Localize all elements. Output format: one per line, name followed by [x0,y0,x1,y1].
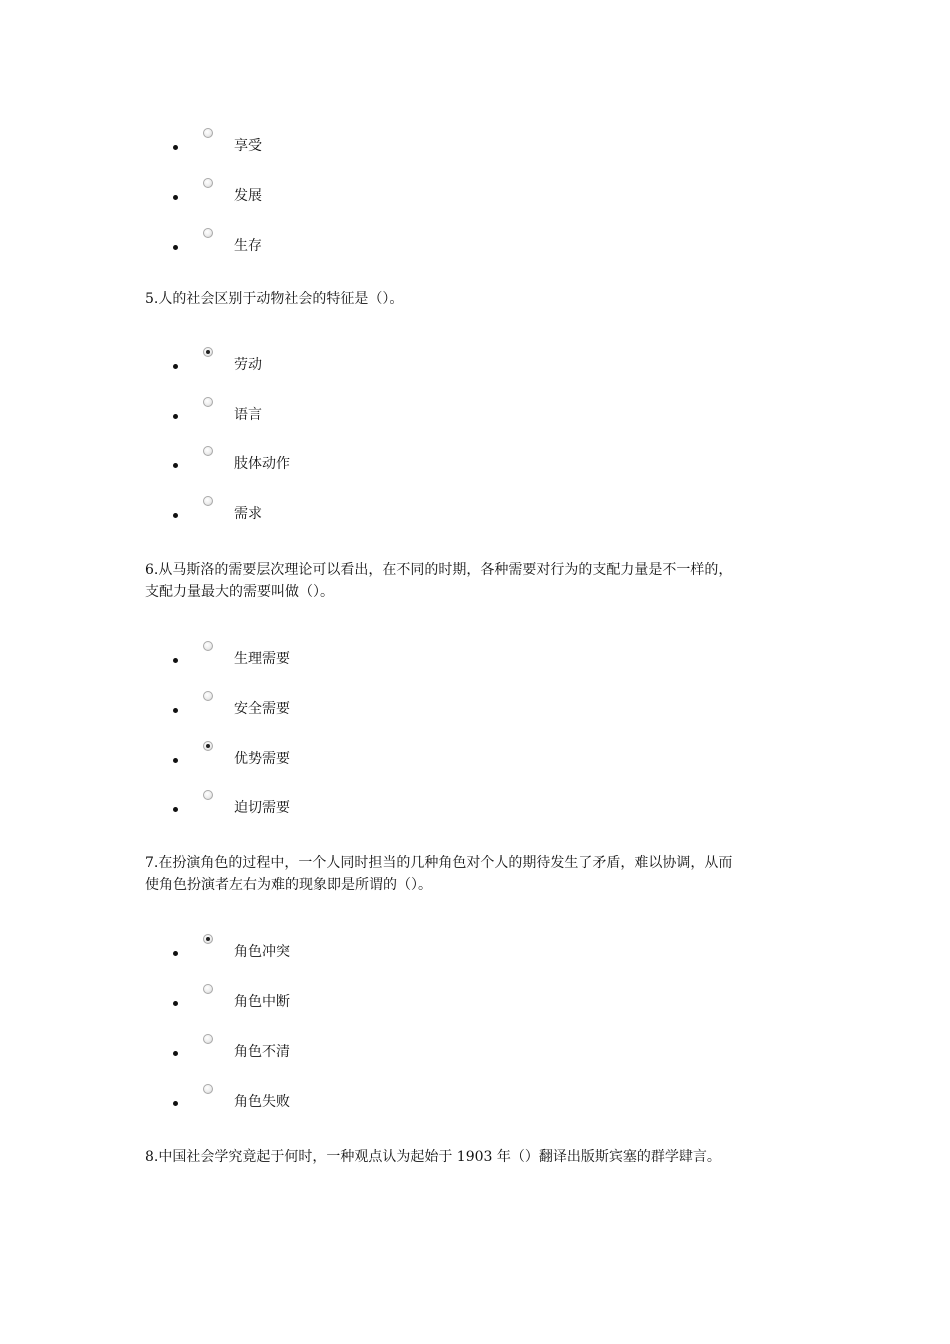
option-label: 生存 [234,238,262,254]
radio-button[interactable] [203,446,213,456]
bullet [173,708,178,713]
q7-option-1[interactable] [0,934,500,964]
question-6-text [145,559,815,603]
q7-option-2[interactable] [0,984,500,1014]
question-5-text: 5.人的社会区别于动物社会的特征是（）。 [145,291,404,307]
bullet [173,513,178,518]
q5-option-4[interactable] [0,496,500,526]
bullet [173,195,178,200]
radio-button-selected[interactable] [203,741,213,751]
radio-button[interactable] [203,790,213,800]
option-label: 角色失败 [234,1094,290,1110]
option-label: 角色冲突 [234,944,290,960]
bullet [173,145,178,150]
radio-button[interactable] [203,397,213,407]
question-7-line-2: 使角色扮演者左右为难的现象即是所谓的（）。 [145,877,432,893]
option-label: 优势需要 [234,751,290,767]
question-7-line-1: 7.在扮演角色的过程中，一个人同时担当的几种角色对个人的期待发生了矛盾，难以协调，从而 [145,855,733,871]
q5-option-1[interactable] [0,347,500,377]
bullet [173,1101,178,1106]
q6-option-4[interactable] [0,790,500,820]
option-label: 角色中断 [234,994,290,1010]
radio-button[interactable] [203,984,213,994]
radio-button[interactable] [203,641,213,651]
option-label: 享受 [234,138,262,154]
radio-button-selected[interactable] [203,347,213,357]
option-label: 劳动 [234,357,262,373]
option-label: 角色不清 [234,1044,290,1060]
question-6-line-2: 支配力量最大的需要叫做（）。 [145,584,334,600]
q5-option-3[interactable] [0,446,500,476]
q7-option-4[interactable] [0,1084,500,1114]
q6-option-2[interactable] [0,691,500,721]
q5-option-2[interactable] [0,397,500,427]
bullet [173,245,178,250]
option-label: 需求 [234,506,262,522]
q6-option-3[interactable] [0,741,500,771]
q4-option-2[interactable] [0,178,500,208]
q7-option-3[interactable] [0,1034,500,1064]
bullet [173,658,178,663]
radio-button[interactable] [203,228,213,238]
radio-button[interactable] [203,691,213,701]
radio-button[interactable] [203,496,213,506]
bullet [173,951,178,956]
q4-option-3[interactable] [0,228,500,258]
option-label: 发展 [234,188,262,204]
bullet [173,414,178,419]
option-label: 肢体动作 [234,456,290,472]
question-6-line-1: 6.从马斯洛的需要层次理论可以看出，在不同的时期，各种需要对行为的支配力量是不一样的， [145,562,733,578]
question-8-text: 8.中国社会学究竟起于何时，一种观点认为起始于 1903 年（）翻译出版斯宾塞的群学肆言。 [145,1149,721,1165]
bullet [173,463,178,468]
bullet [173,758,178,763]
bullet [173,1051,178,1056]
radio-button[interactable] [203,1034,213,1044]
bullet [173,364,178,369]
question-7-text [145,852,815,896]
option-label: 迫切需要 [234,800,290,816]
option-label: 生理需要 [234,651,290,667]
radio-button[interactable] [203,1084,213,1094]
bullet [173,807,178,812]
q4-option-1[interactable] [0,128,500,158]
option-label: 语言 [234,407,262,423]
radio-button-selected[interactable] [203,934,213,944]
radio-button[interactable] [203,178,213,188]
option-label: 安全需要 [234,701,290,717]
bullet [173,1001,178,1006]
radio-button[interactable] [203,128,213,138]
q6-option-1[interactable] [0,641,500,671]
